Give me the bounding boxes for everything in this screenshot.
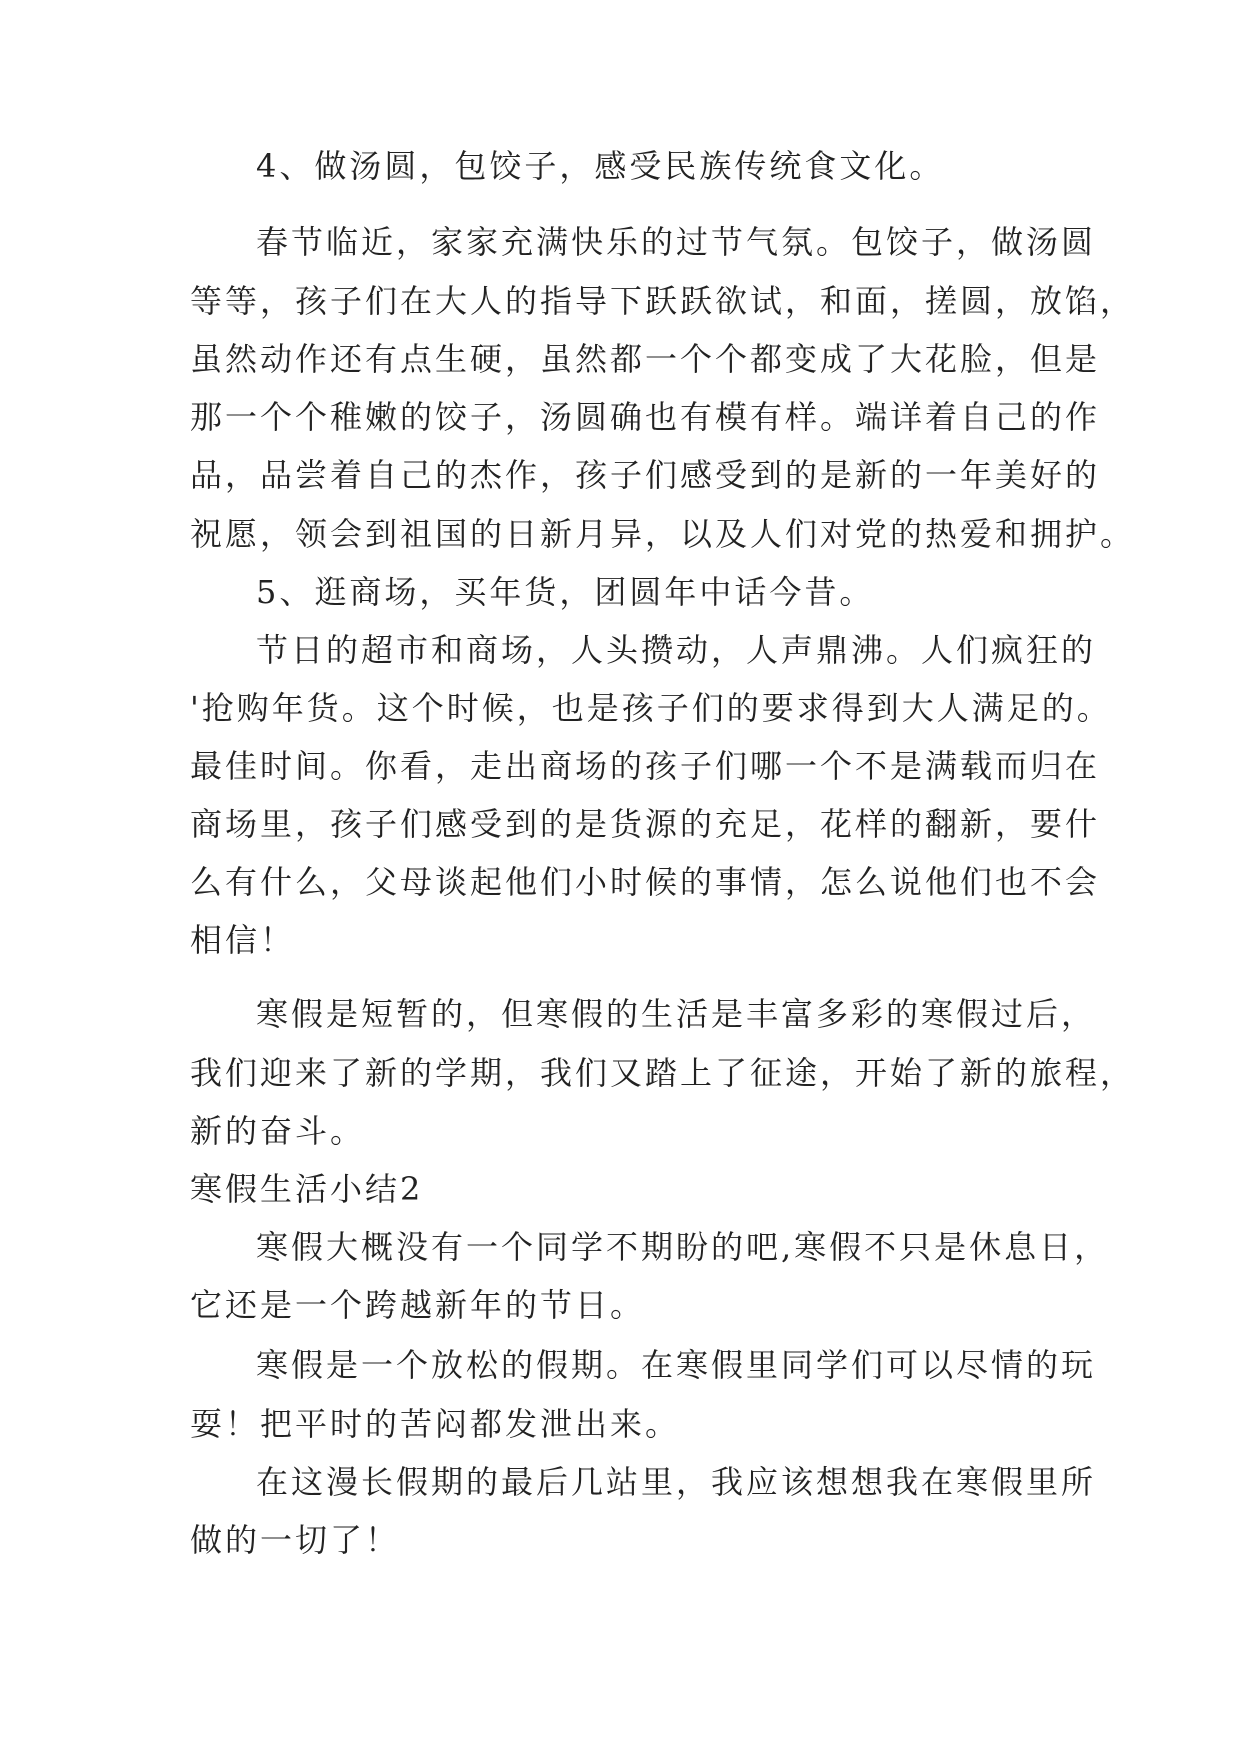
text-line: 寒假大概没有一个同学不期盼的吧,寒假不只是休息日， — [256, 1228, 1110, 1266]
text-line: 么有什么，父母谈起他们小时候的事情，怎么说他们也不会 — [190, 863, 1101, 901]
text-line: 祝愿，领会到祖国的日新月异，以及人们对党的热爱和拥护。 — [190, 515, 1136, 553]
text-line: 相信！ — [190, 921, 296, 959]
text-line: 耍！把平时的苦闷都发泄出来。 — [190, 1405, 681, 1443]
section-heading: 寒假生活小结2 — [190, 1170, 424, 1208]
text-line: 节日的超市和商场，人头攒动，人声鼎沸。人们疯狂的 — [256, 631, 1097, 669]
text-line: 最佳时间。你看，走出商场的孩子们哪一个不是满载而归在 — [190, 747, 1101, 785]
text-line: 品，品尝着自己的杰作，孩子们感受到的是新的一年美好的 — [190, 456, 1101, 494]
text-line: 春节临近，家家充满快乐的过节气氛。包饺子，做汤圆 — [256, 223, 1097, 261]
text-line: 新的奋斗。 — [190, 1112, 366, 1150]
text-line: 5、逛商场，买年货，团圆年中话今昔。 — [256, 573, 875, 611]
text-line: 4、做汤圆，包饺子，感受民族传统食文化。 — [256, 147, 945, 185]
text-line: 在这漫长假期的最后几站里，我应该想想我在寒假里所 — [256, 1463, 1097, 1501]
text-line: 虽然动作还有点生硬，虽然都一个个都变成了大花脸，但是 — [190, 340, 1101, 378]
text-line: 我们迎来了新的学期，我们又踏上了征途，开始了新的旅程， — [190, 1054, 1136, 1092]
text-line: 寒假是一个放松的假期。在寒假里同学们可以尽情的玩 — [256, 1346, 1097, 1384]
text-line: 商场里，孩子们感受到的是货源的充足，花样的翻新，要什 — [190, 805, 1101, 843]
text-line: 做的一切了！ — [190, 1521, 401, 1559]
text-line: 它还是一个跨越新年的节日。 — [190, 1286, 646, 1324]
text-line: 等等，孩子们在大人的指导下跃跃欲试，和面，搓圆，放馅， — [190, 282, 1136, 320]
text-line: 寒假是短暂的，但寒假的生活是丰富多彩的寒假过后， — [256, 995, 1097, 1033]
text-line: '抢购年货。这个时候，也是孩子们的要求得到大人满足的。 — [190, 689, 1112, 727]
text-line: 那一个个稚嫩的饺子，汤圆确也有模有样。端详着自己的作 — [190, 398, 1101, 436]
